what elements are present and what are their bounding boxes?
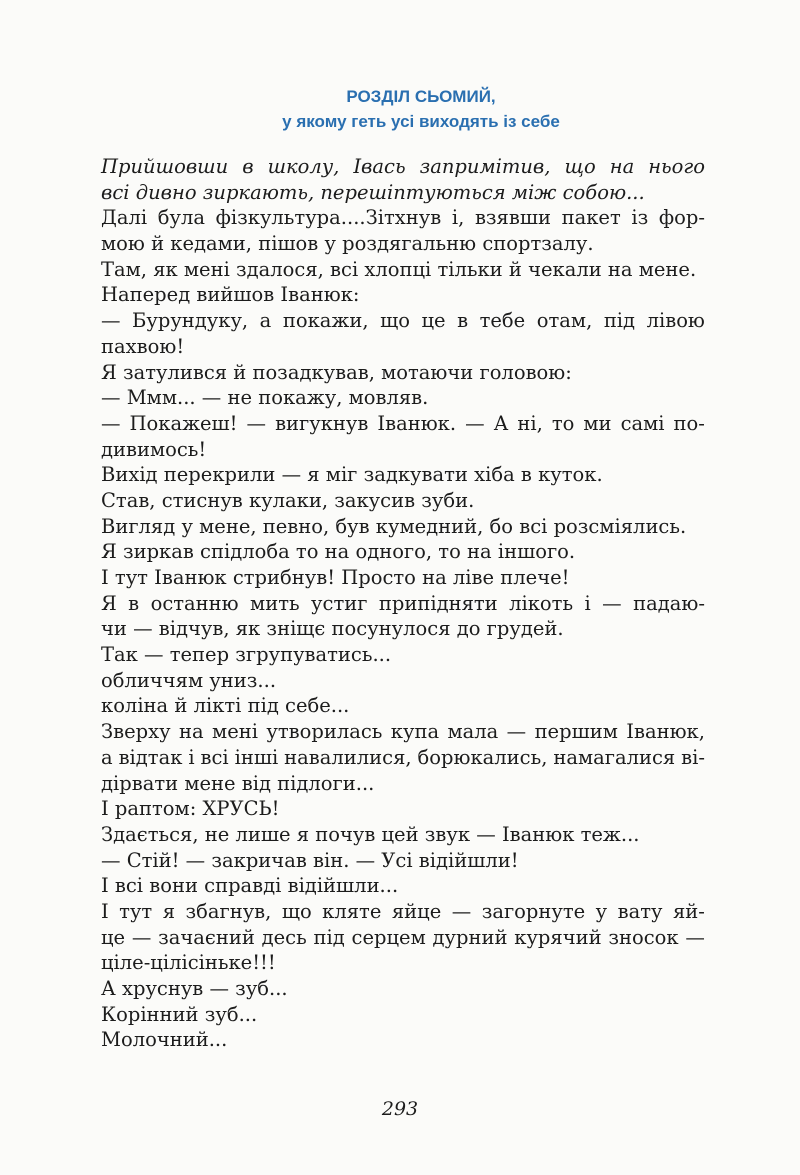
text-line: ціле-цілісіньке!!!	[101, 951, 276, 975]
text-line	[101, 205, 705, 231]
word: отам,	[536, 309, 593, 333]
text-line: Став, стиснув кулаки, закусив зуби.	[101, 488, 475, 512]
word: устиг	[311, 591, 368, 615]
word: —	[246, 411, 267, 435]
word: запримітив,	[419, 155, 551, 178]
word: зачаєний	[158, 925, 255, 949]
word: вигукнув	[275, 411, 369, 435]
page-number: 293	[381, 1098, 419, 1120]
text-line: всі дивно зиркають, перешіптуються між собою...	[101, 180, 645, 204]
text-line: Здається, не лише я почув цей звук — Іванюк теж...	[101, 822, 640, 846]
text-line: Корінний зуб...	[101, 1002, 258, 1026]
word: під	[603, 309, 636, 333]
word: —	[131, 925, 152, 949]
text-line: Там, як мені здалося, всі хлопці тільки й чекали на мене.	[101, 257, 697, 281]
text-line	[101, 719, 705, 745]
word: взявши	[474, 206, 551, 230]
word: і,	[451, 206, 465, 230]
word: мить	[250, 591, 300, 615]
word: мені	[212, 720, 258, 744]
word: це	[421, 309, 446, 333]
word: школу,	[267, 155, 340, 178]
word: Іванюк.	[377, 411, 457, 435]
word: Бурундуку,	[132, 309, 249, 333]
word: інші	[234, 745, 279, 769]
word: і	[584, 591, 591, 615]
text-line: Наперед вийшов Іванюк:	[101, 283, 360, 307]
text-line: коліна й лікті під себе...	[101, 694, 350, 718]
text-line: І раптом: ХРУСЬ!	[101, 797, 280, 821]
word: першим	[534, 720, 618, 744]
text-line: дірвати мене від підлоги...	[101, 771, 375, 795]
word: намагалися	[553, 745, 676, 769]
word: Покажеш!	[129, 411, 238, 435]
word: кляте	[322, 899, 382, 923]
text-line: Молочний...	[101, 1028, 228, 1052]
text-line: — Стій! — закричав він. — Усі відійшли!	[101, 848, 519, 872]
word: а	[259, 309, 272, 333]
word: курячий	[514, 925, 602, 949]
word: на	[179, 720, 204, 744]
text-line	[101, 591, 705, 617]
word: що	[564, 155, 596, 178]
text-line	[101, 411, 705, 437]
text-line: обличчям униз...	[101, 668, 277, 692]
word: І	[101, 899, 109, 923]
word: Я	[101, 591, 117, 615]
word: —	[451, 899, 472, 923]
word: фізкультура....Зітхнув	[215, 206, 442, 230]
text-line: Вихід перекрили — я міг задкувати хіба в куток.	[101, 463, 603, 487]
word: по-	[673, 411, 705, 435]
word: навалилися,	[284, 745, 412, 769]
word: в	[128, 591, 140, 615]
word: вату	[617, 899, 663, 923]
word: десь	[261, 925, 307, 949]
chapter-text	[101, 154, 705, 1053]
word: що	[380, 309, 410, 333]
word: я	[162, 899, 176, 923]
word: у	[595, 899, 608, 923]
word: утворилась	[266, 720, 383, 744]
word: Іванюк,	[626, 720, 705, 744]
word: була	[157, 206, 205, 230]
word: збагнув,	[185, 899, 272, 923]
word: падаю-	[633, 591, 705, 615]
word: яйце	[391, 899, 442, 923]
word: тут	[119, 899, 153, 923]
word: дурний	[432, 925, 508, 949]
word: Далі	[101, 206, 148, 230]
word: мала	[447, 720, 499, 744]
text-line: Я затулився й позадкував, мотаючи головою:	[101, 360, 572, 384]
word: —	[101, 411, 121, 435]
chapter-title: РОЗДІЛ СЬОМИЙ,	[346, 87, 496, 106]
text-line: І всі вони справді відійшли...	[101, 874, 399, 898]
text-line: І тут Іванюк стрибнув! Просто на ліве плече!	[101, 566, 570, 589]
word: лівою	[646, 309, 705, 333]
word: загорнуте	[481, 899, 586, 923]
word: то	[551, 411, 575, 435]
word: ві-	[681, 745, 705, 769]
word: ми	[583, 411, 612, 435]
word: борюкались,	[417, 745, 548, 769]
word: покажи,	[282, 309, 369, 333]
word: на	[609, 155, 635, 178]
text-line: пахвою!	[101, 334, 185, 358]
text-line: Вигляд у мене, певно, був кумедний, бо всі розсміялись.	[101, 514, 687, 538]
word: із	[631, 206, 649, 230]
text-line: — Ммм... — не покажу, мовляв.	[101, 386, 429, 410]
word: яй-	[672, 899, 705, 923]
text-line	[101, 899, 705, 925]
text-line: чи — відчув, як зніщє посунулося до грудей.	[101, 617, 564, 641]
text-line	[101, 308, 705, 334]
word: і	[188, 745, 195, 769]
word: лікоть	[509, 591, 574, 615]
word: в	[242, 155, 254, 178]
word: —	[465, 411, 485, 435]
text-line	[101, 925, 705, 951]
word: зносок	[608, 925, 679, 949]
word: відтак	[118, 745, 183, 769]
text-line: мою й кедами, пішов у роздягальню спортзалу.	[101, 232, 594, 256]
word: всі	[200, 745, 229, 769]
word: Прийшовши	[101, 155, 229, 178]
word: серцем	[351, 925, 426, 949]
word: Івась	[353, 155, 406, 178]
word: нього	[648, 155, 705, 178]
word: що	[281, 899, 312, 923]
word: а	[101, 745, 113, 769]
text-line	[101, 154, 705, 180]
text-line: А хруснув — зуб...	[101, 977, 288, 1000]
chapter-heading	[0, 84, 800, 134]
word: Зверху	[101, 720, 171, 744]
text-line: дивимось!	[101, 437, 207, 461]
word: в	[457, 309, 469, 333]
word: ні,	[517, 411, 543, 435]
word: —	[602, 591, 622, 615]
word: пакет	[561, 206, 621, 230]
word: під	[313, 925, 345, 949]
word: припідняти	[378, 591, 498, 615]
word: це	[101, 925, 126, 949]
text-line: Так — тепер згрупуватись...	[101, 643, 392, 667]
word: —	[506, 720, 527, 744]
chapter-subtitle: у якому геть усі виходять із себе	[282, 112, 560, 131]
word: самі	[620, 411, 665, 435]
word: купа	[390, 720, 440, 744]
word: —	[101, 309, 121, 333]
word: фор-	[658, 206, 705, 230]
word: тебе	[479, 309, 526, 333]
word: останню	[150, 591, 239, 615]
text-line	[101, 745, 705, 771]
word: —	[685, 925, 705, 949]
word: А	[493, 411, 509, 435]
text-line: Я зиркав спідлоба то на одного, то на іншого.	[101, 540, 576, 564]
